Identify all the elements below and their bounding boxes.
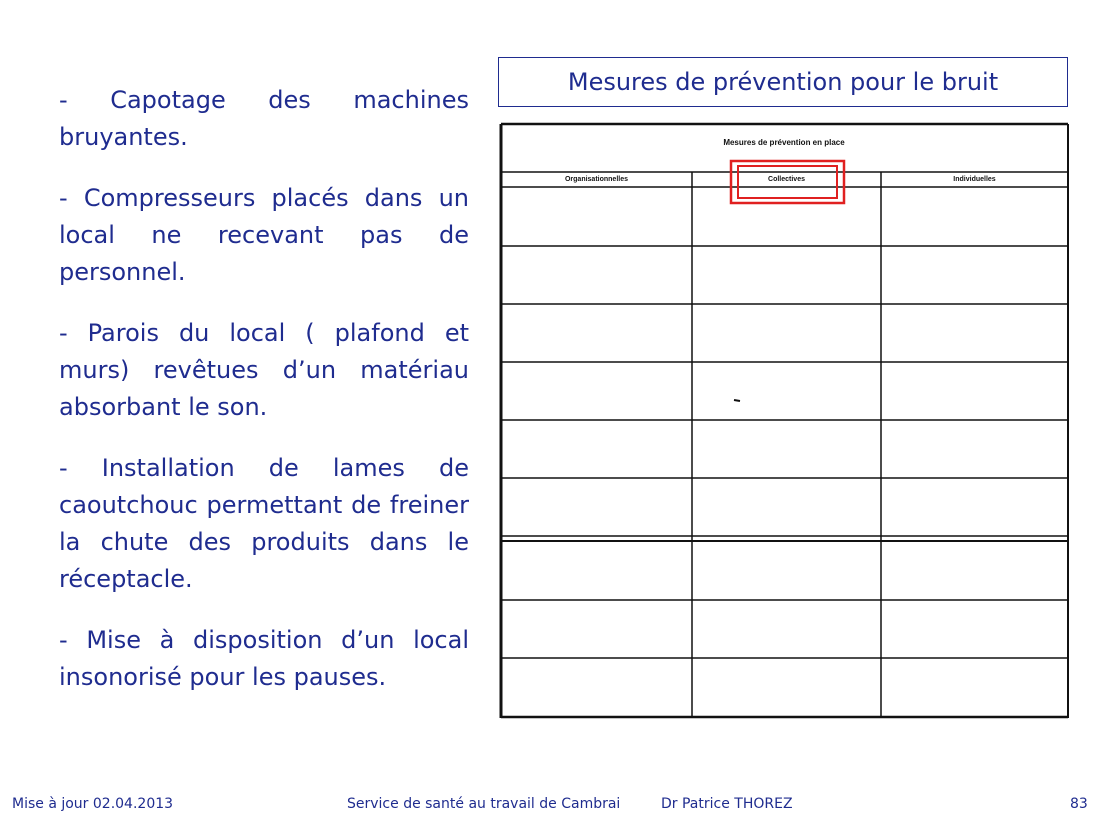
bullet-local-insonorise: - Mise à disposition d’un local insonorisé pour les pauses. bbox=[59, 626, 469, 691]
col-header-collectives: Collectives bbox=[768, 176, 805, 183]
bullet-capotage: - Capotage des machines bruyantes. bbox=[59, 86, 469, 151]
bullet-installation: - Installation de lames de caoutchouc permettant de freiner la chute des produits dans le réceptacle. bbox=[59, 454, 469, 593]
footer-author: Dr Patrice THOREZ bbox=[661, 796, 793, 812]
bullet-compresseurs: - Compresseurs placés dans un local ne recevant pas de personnel. bbox=[59, 184, 469, 286]
slide-title: Mesures de prévention pour le bruit bbox=[498, 57, 1068, 107]
footer-updated: Mise à jour 02.04.2013 bbox=[12, 796, 174, 812]
form-title: Mesures de prévention en place bbox=[723, 138, 845, 147]
footer-service: Service de santé au travail de Cambrai bbox=[347, 796, 621, 812]
footer-page-number: 83 bbox=[1070, 796, 1088, 812]
scan-speck bbox=[734, 400, 740, 401]
form-grid bbox=[498, 120, 1070, 720]
bullet-list bbox=[59, 82, 469, 720]
col-header-organisationnelles: Organisationnelles bbox=[564, 176, 629, 183]
scanned-form bbox=[498, 120, 1070, 720]
bullet-parois: - Parois du local ( plafond et murs) revêtues d’un matériau absorbant le son. bbox=[59, 319, 469, 421]
col-header-individuelles: Individuelles bbox=[953, 176, 996, 183]
